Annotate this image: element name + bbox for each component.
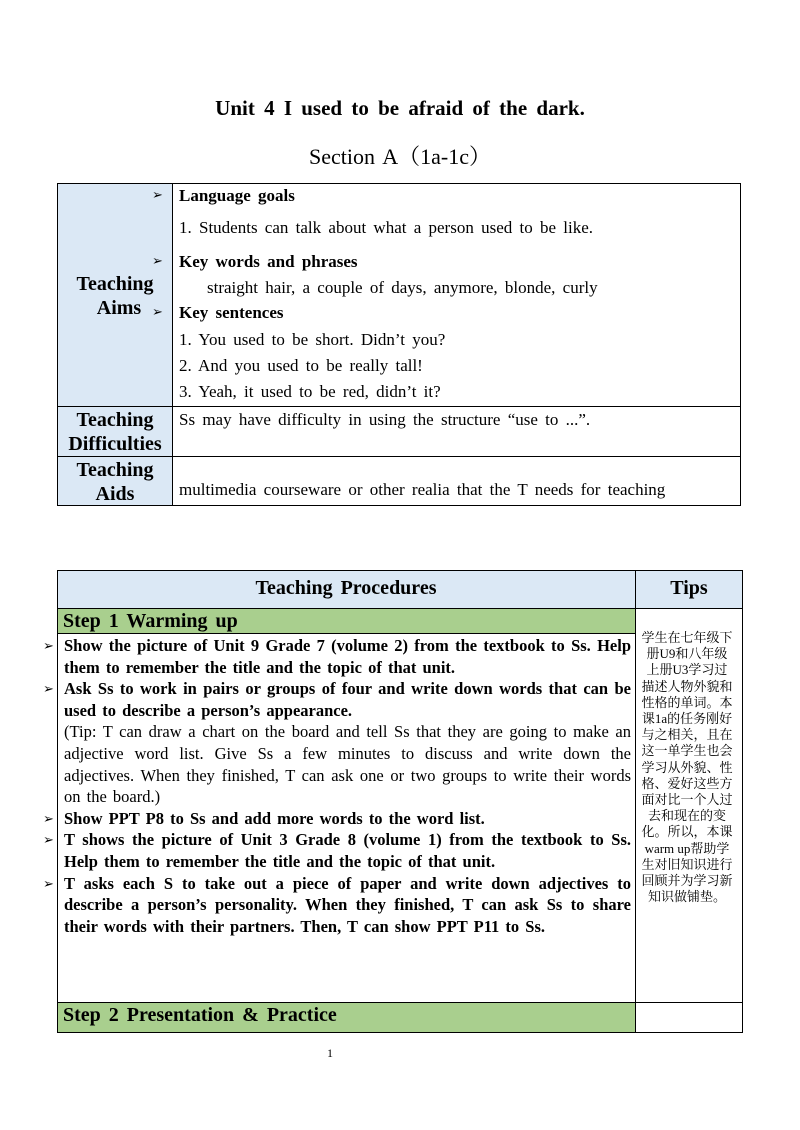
- aids-text: multimedia courseware or other realia that the T needs for teaching: [179, 480, 666, 499]
- procedure-item: ➢ Show PPT P8 to Ss and add more words to the word list.: [64, 808, 631, 830]
- key-sentence: 1. You used to be short. Didn’t you?: [179, 330, 446, 349]
- arrowhead-bullet-icon: ➢: [152, 188, 163, 203]
- tips-header: Tips: [670, 577, 708, 599]
- overview-table: [57, 183, 741, 506]
- key-sentence: 2. And you used to be really tall!: [179, 356, 423, 375]
- arrowhead-bullet-icon: ➢: [43, 876, 54, 892]
- procedures-header: Teaching Procedures: [255, 577, 437, 599]
- aids-label-line2: Aids: [95, 483, 135, 505]
- difficulties-text: Ss may have difficulty in using the structure “use to ...”.: [179, 410, 591, 429]
- arrowhead-bullet-icon: ➢: [43, 811, 54, 827]
- arrowhead-bullet-icon: ➢: [43, 682, 54, 698]
- step1-procedure-list: [43, 635, 631, 937]
- key-sentences-heading: Key sentences: [179, 303, 284, 322]
- tips-text: 学生在七年级下册U9和八年级上册U3学习过描述人物外貌和性格的单词。本课1a的任务刚好与之相关，且在这一单学生也会学习从外貌、性格、爱好这些方面对比一个人过去和现在的变化。所以，本课warm up帮助学生对旧知识进行回顾并为学习新知识做铺垫。: [641, 630, 733, 905]
- procedure-item: ➢ T asks each S to take out a piece of paper and write down adjectives to describe a person’s personality. When they finished, T can ask Ss to share their words with their partners. Then, T can show PPT P11 to Ss.: [43, 873, 631, 936]
- step2-title: Step 2 Presentation & Practice: [63, 1004, 337, 1026]
- arrowhead-bullet-icon: ➢: [43, 833, 54, 849]
- arrowhead-bullet-icon: ➢: [152, 305, 163, 320]
- procedures-table: [43, 570, 743, 1033]
- procedure-item: ➢ T shows the picture of Unit 3 Grade 8 (volume 1) from the textbook to Ss. Help them to remember the title and the topic of that unit.: [43, 830, 631, 871]
- aims-label-line2: Aims: [96, 297, 142, 319]
- document-title: Unit 4 I used to be afraid of the dark.: [215, 96, 585, 120]
- difficulties-label-line1: Teaching: [76, 409, 154, 431]
- key-sentence: 3. Yeah, it used to be red, didn’t it?: [179, 382, 441, 401]
- page-number: 1: [327, 1046, 333, 1060]
- key-words-heading: Key words and phrases: [179, 252, 358, 271]
- aids-label-line1: Teaching: [76, 459, 154, 481]
- procedure-item: ➢ Show the picture of Unit 9 Grade 7 (volume 2) from the textbook to Ss. Help them to remember the title and the topic of that unit.: [43, 636, 631, 677]
- arrowhead-bullet-icon: ➢: [152, 254, 163, 269]
- procedure-tip: (Tip: T can draw a chart on the board and tell Ss that they are going to make an adjective word list. Give Ss a few minutes to discuss and write down the adjectives. When they finished, T can ask one or two groups to write their words on the board.): [64, 722, 631, 807]
- step1-title: Step 1 Warming up: [63, 610, 238, 632]
- difficulties-label-line2: Difficulties: [68, 433, 162, 455]
- aims-label-line1: Teaching: [76, 273, 154, 295]
- language-goals-heading: Language goals: [179, 186, 295, 205]
- language-goal-item: 1. Students can talk about what a person used to be like.: [179, 218, 593, 237]
- arrowhead-bullet-icon: ➢: [43, 639, 54, 654]
- section-subtitle: Section A（1a-1c）: [308, 144, 492, 169]
- key-words-list: straight hair, a couple of days, anymore, blonde, curly: [207, 278, 598, 297]
- procedure-item: ➢ Ask Ss to work in pairs or groups of four and write down words that can be used to describe a person’s appearance.: [43, 679, 631, 720]
